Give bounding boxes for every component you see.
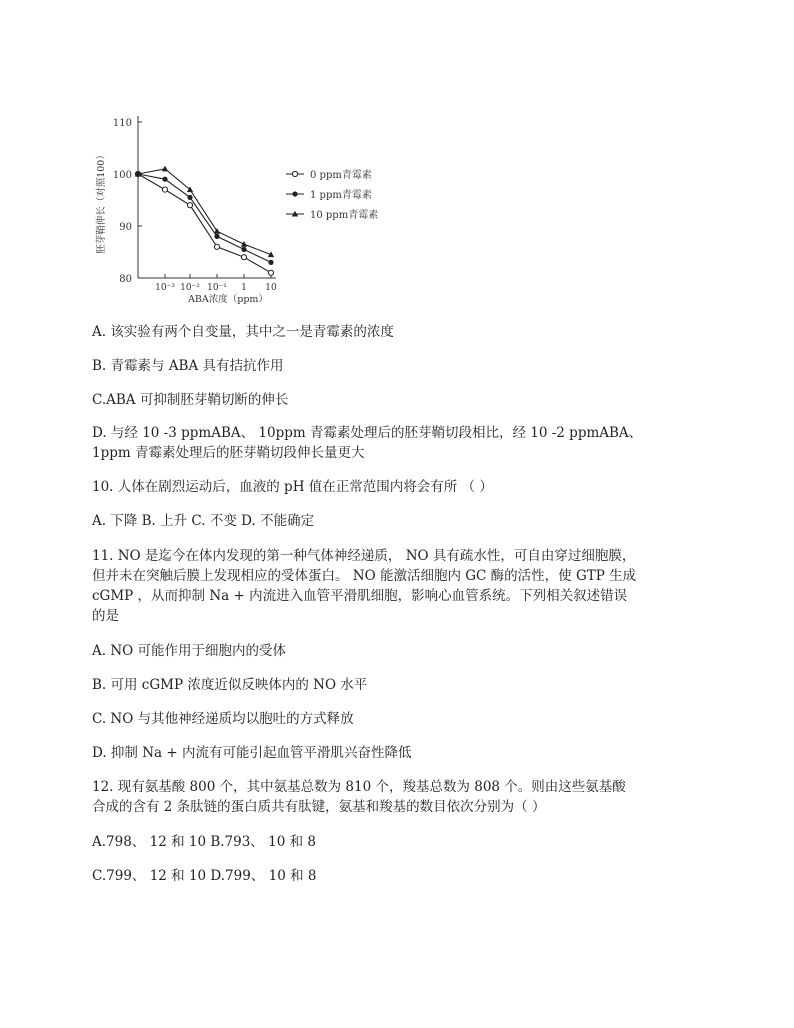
q12-options-cd: C.799、 12 和 10 D.799、 10 和 8 bbox=[92, 868, 317, 884]
q11-stem bbox=[92, 546, 712, 626]
x-axis-label: ABA浓度（ppm） bbox=[188, 294, 268, 305]
q11-option-b: B. 可用 cGMP 浓度近似反映体内的 NO 水平 bbox=[92, 677, 368, 693]
data-point bbox=[162, 177, 167, 182]
legend-label: 1 ppm青霉素 bbox=[310, 190, 372, 201]
data-point bbox=[214, 228, 220, 234]
data-point bbox=[292, 171, 297, 176]
y-tick-label: 110 bbox=[112, 118, 132, 129]
q11-option-c: C. NO 与其他神经递质均以胞吐的方式释放 bbox=[92, 711, 354, 727]
q9-option-a: A. 该实验有两个自变量，其中之一是青霉素的浓度 bbox=[92, 324, 394, 340]
q12-options-ab: A.798、 12 和 10 B.793、 10 和 8 bbox=[92, 834, 316, 850]
series-line bbox=[138, 174, 271, 262]
legend-label: 0 ppm青霉素 bbox=[310, 170, 372, 181]
y-tick-label: 80 bbox=[119, 274, 132, 285]
legend-entry bbox=[286, 208, 378, 221]
q12-stem bbox=[92, 777, 712, 817]
series-line bbox=[138, 174, 271, 273]
q11-stem-line4: 的是 bbox=[92, 608, 119, 624]
data-point bbox=[292, 191, 297, 196]
data-point bbox=[187, 203, 192, 208]
data-point bbox=[187, 195, 192, 200]
x-tick-label: 10⁻³ bbox=[155, 283, 175, 293]
x-tick-label: 10 bbox=[265, 283, 277, 293]
q11-stem-line2: 但并未在突触后膜上发现相应的受体蛋白。 NO 能激活细胞内 GC 酶的活性，使 GTP 生成 bbox=[92, 568, 637, 584]
q12-stem-line1: 12. 现有氨基酸 800 个，其中氨基总数为 810 个，羧基总数为 808 个。则由这些氨基酸 bbox=[92, 779, 626, 795]
q11-stem-line1: 11. NO 是迄今在体内发现的第一种气体神经递质， NO 具有疏水性，可自由穿过细胞膜， bbox=[92, 548, 636, 564]
data-point bbox=[268, 270, 273, 275]
series-3 bbox=[135, 166, 274, 258]
q11-option-a: A. NO 可能作用于细胞内的受体 bbox=[92, 643, 287, 659]
q9-option-d-line2: 1ppm 青霉素处理后的胚芽鞘切段伸长量更大 bbox=[92, 445, 365, 461]
y-tick-label: 90 bbox=[119, 222, 132, 233]
series-1 bbox=[135, 171, 273, 275]
data-point bbox=[241, 247, 246, 252]
series-line bbox=[138, 169, 271, 255]
series-2 bbox=[135, 171, 273, 265]
q10-stem: 10. 人体在剧烈运动后，血液的 pH 值在正常范围内将会有所 （ ） bbox=[92, 479, 493, 495]
q9-option-d-line1: D. 与经 10 -3 ppmABA、 10ppm 青霉素处理后的胚芽鞘切段相比，经 10 -2 ppmABA、 bbox=[92, 425, 643, 441]
data-point bbox=[241, 241, 247, 247]
q9-option-c: C.ABA 可抑制胚芽鞘切断的伸长 bbox=[92, 392, 289, 408]
line-chart bbox=[90, 108, 410, 313]
data-point bbox=[268, 260, 273, 265]
legend-label: 10 ppm青霉素 bbox=[310, 210, 379, 221]
q11-stem-line3: cGMP ，从而抑制 Na + 内流进入血管平滑肌细胞，影响心血管系统。下列相关叙述错误 bbox=[92, 588, 628, 604]
q9-option-b: B. 青霉素与 ABA 具有拮抗作用 bbox=[92, 358, 284, 374]
data-point bbox=[162, 166, 168, 172]
y-axis-label: 胚芽鞘伸长（对照100） bbox=[96, 150, 107, 254]
q12-stem-line2: 合成的含有 2 条肽链的蛋白质共有肽键，氨基和羧基的数目依次分别为（ ） bbox=[92, 799, 546, 815]
q10-options: A. 下降 B. 上升 C. 不变 D. 不能确定 bbox=[92, 513, 315, 529]
legend-entry bbox=[286, 188, 372, 201]
y-tick-label: 100 bbox=[112, 170, 132, 181]
q9-option-d bbox=[92, 423, 712, 463]
data-point bbox=[214, 244, 219, 249]
q11-option-d: D. 抑制 Na + 内流有可能引起血管平滑肌兴奋性降低 bbox=[92, 745, 412, 761]
x-tick-label: 10⁻¹ bbox=[207, 283, 227, 293]
aba-chart bbox=[90, 108, 410, 313]
data-point bbox=[241, 255, 246, 260]
x-tick-label: 10⁻² bbox=[180, 283, 200, 293]
data-point bbox=[214, 234, 219, 239]
data-point bbox=[162, 187, 167, 192]
legend-entry bbox=[286, 168, 372, 181]
x-tick-label: 1 bbox=[241, 283, 247, 293]
